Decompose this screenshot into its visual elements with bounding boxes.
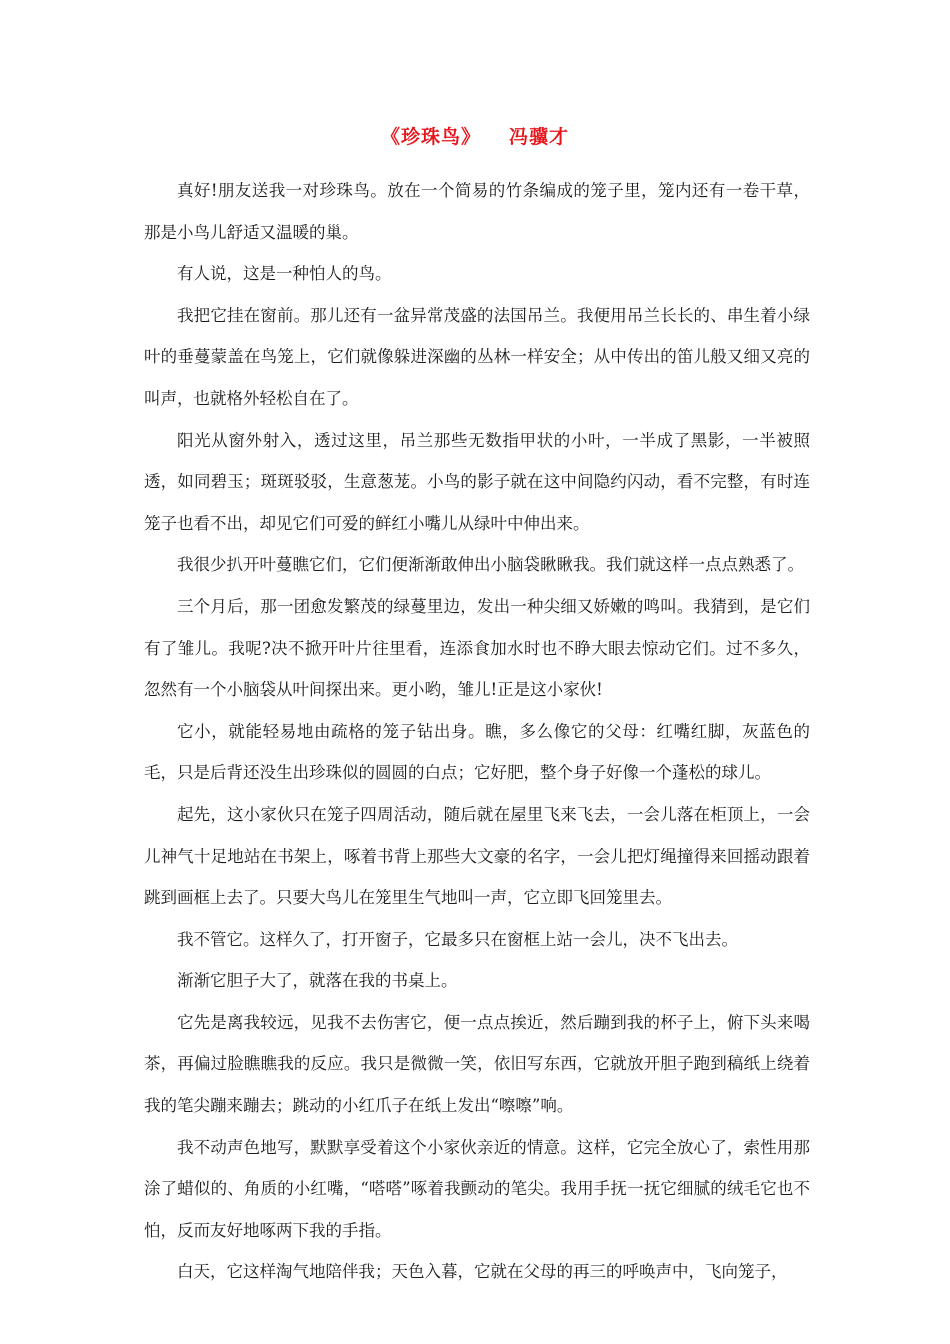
page-title: [0, 121, 950, 153]
paragraph: 它先是离我较远，见我不去伤害它，便一点点挨近，然后蹦到我的杯子上，俯下头来喝茶，再偏过脸瞧瞧我的反应。我只是微微一笑，依旧写东西，它就放开胆子跑到稿纸上绕着我的笔尖蹦来蹦去；跳动的小红爪子在纸上发出“嚓嚓”响。: [144, 1012, 810, 1116]
paragraph: 它小，就能轻易地由疏格的笼子钻出身。瞧，多么像它的父母：红嘴红脚，灰蓝色的毛，只是后背还没生出珍珠似的圆圆的白点；它好肥，整个身子好像一个蓬松的球儿。: [144, 721, 810, 783]
paragraph: 三个月后，那一团愈发繁茂的绿蔓里边，发出一种尖细又娇嫩的鸣叫。我猜到，是它们有了雏儿。我呢?决不掀开叶片往里看，连添食加水时也不睁大眼去惊动它们。过不多久，忽然有一个小脑袋从叶间探出来。更小哟，雏儿!正是这小家伙!: [144, 596, 810, 700]
title-author: 冯骥才: [509, 126, 570, 148]
paragraph: 渐渐它胆子大了，就落在我的书桌上。: [177, 971, 458, 991]
paragraph: 起先，这小家伙只在笼子四周活动，随后就在屋里飞来飞去，一会儿落在柜顶上，一会儿神气十足地站在书架上，啄着书背上那些大文豪的名字，一会儿把灯绳撞得来回摇动跟着跳到画框上去了。只要大鸟儿在笼里生气地叫一声，它立即飞回笼里去。: [144, 804, 810, 908]
title-work: 《珍珠鸟》: [380, 126, 481, 148]
paragraph: 真好!朋友送我一对珍珠鸟。放在一个简易的竹条编成的笼子里，笼内还有一卷干草，那是小鸟儿舒适又温暖的巢。: [144, 181, 810, 242]
paragraph: 有人说，这是一种怕人的鸟。: [177, 264, 392, 284]
paragraph: 我很少扒开叶蔓瞧它们，它们便渐渐敢伸出小脑袋瞅瞅我。我们就这样一点点熟悉了。: [177, 555, 804, 575]
paragraph: 我把它挂在窗前。那儿还有一盆异常茂盛的法国吊兰。我便用吊兰长长的、串生着小绿叶的垂蔓蒙盖在鸟笼上，它们就像躲进深幽的丛林一样安全；从中传出的笛儿般又细又亮的叫声，也就格外轻松自在了。: [144, 305, 810, 408]
paragraph: 阳光从窗外射入，透过这里，吊兰那些无数指甲状的小叶，一半成了黑影，一半被照透，如同碧玉；斑斑驳驳，生意葱茏。小鸟的影子就在这中间隐约闪动，看不完整，有时连笼子也看不出，却见它们可爱的鲜红小嘴儿从绿叶中伸出来。: [144, 430, 810, 533]
paragraph: 我不动声色地写，默默享受着这个小家伙亲近的情意。这样，它完全放心了，索性用那涂了蜡似的、角质的小红嘴，“嗒嗒”啄着我颤动的笔尖。我用手抚一抚它细腻的绒毛它也不怕，反而友好地啄两下我的手指。: [144, 1137, 810, 1240]
article-body: [144, 170, 810, 1293]
paragraph: 白天，它这样淘气地陪伴我；天色入暮，它就在父母的再三的呼唤声中，飞向笼子，: [177, 1262, 788, 1282]
paragraph: 我不管它。这样久了，打开窗子，它最多只在窗框上站一会儿，决不飞出去。: [177, 929, 738, 949]
